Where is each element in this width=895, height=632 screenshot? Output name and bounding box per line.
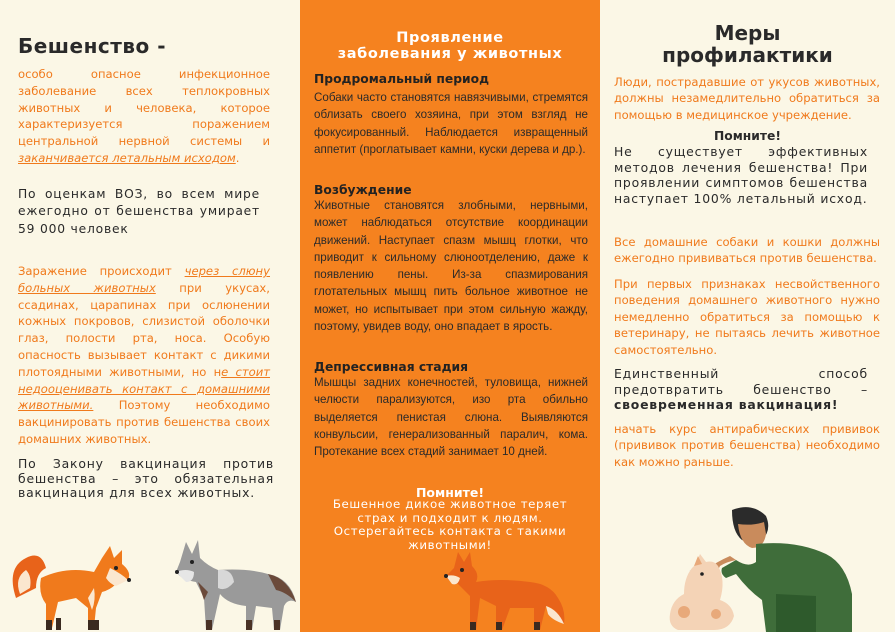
rabies-definition-text: особо опасное инфекционное заболевание всех теплокровных животных и человека, которое характеризуется поражением центральной нервной системы и <box>18 67 270 149</box>
wolf-illustration <box>168 522 300 632</box>
annual-vaccination-text: Все домашние собаки и кошки должны ежегодно прививаться против бешенства. <box>614 235 880 266</box>
symptoms-title-line1: Проявление <box>396 30 504 46</box>
vet-with-cat-illustration <box>656 504 856 632</box>
symptoms-title-line2: заболевания у животных <box>337 46 563 62</box>
rabies-definition-end: . <box>235 150 240 165</box>
depressive-text: Мышцы задних конечностей, туловища, нижней челюсти парализуются, изо рта обильно выделяется пенистая слюна. Выявляются конвульсии, генерализованный паралич, кома. Протекание всех стадий занимает 10 дней. <box>314 376 588 459</box>
who-statistic: По оценкам ВОЗ, во всем мире ежегодно от бешенства умирает 59 000 человек <box>18 187 260 236</box>
rabies-definition <box>18 66 270 167</box>
symptoms-title <box>300 30 600 62</box>
infection-text-c: при укусах, ссадинах, царапинах при ослюнении кожных покровов, слизистой оболочки глаз, полости рта, носа. Особую опасность вызывает контакт с дикими плотоядными животными, но н <box>18 280 270 379</box>
prodromal-text: Собаки часто становятся навязчивыми, стремятся облизать своего хозяина, при этом взгляд не фокусированный. Наблюдается извращенный аппетит (проглатывает камни, куски дерева и др.). <box>314 91 588 156</box>
only-prevention-emphasis: своевременная вакцинация! <box>614 397 839 412</box>
law-vaccination: По Закону вакцинация против бешенства – это обязательная вакцинация для всех животных. <box>18 456 274 500</box>
infection-emphasis-saliva: через слюну больных животных <box>18 264 270 295</box>
only-prevention-a: Единственный способ предотвратить бешенство – <box>614 366 868 397</box>
vet-consult-text: При первых признаках несвойственного поведения домашнего животного нужно немедленно обратиться за помощью к ветеринару, не пытаясь лечить животное самостоятельно. <box>614 277 880 357</box>
remember-heading-wild: Помните! <box>415 485 485 500</box>
prevention-title-line2: профилактики <box>662 43 833 67</box>
infection-paragraph <box>18 263 270 448</box>
only-prevention-text <box>614 366 868 413</box>
excitation-heading: Возбуждение <box>314 183 412 197</box>
excitation-text: Животные становятся злобными, нервными, может наблюдаться отсутствие координации движений. Наступает спазм мышц глотки, что приводит к сильному слюноотделению, даже к появлению пены. Из-за спазмирования глотательных мышц пить больное животное не может, но испытывает при этом сильную жажду, поэтому, увидев воду, оно впадает в ярость. <box>314 199 588 334</box>
prodromal-heading: Продромальный период <box>314 72 490 86</box>
infection-text-e: Поэтому необходимо вакцинировать против бешенства своих домашних животных. <box>18 398 270 446</box>
remember-text-treatment: Не существует эффективных методов лечения бешенства! При проявлении симптомов бешенства наступает 100% летальный исход. <box>614 144 868 206</box>
remember-text-wild: Бешенное дикое животное теряет страх и подходит к людям. Остерегайтесь контакта с такими животными! <box>332 497 568 552</box>
depressive-heading: Депрессивная стадия <box>314 360 469 374</box>
remember-heading-treatment: Помните! <box>714 129 781 143</box>
rabies-title: Бешенство - <box>18 34 167 58</box>
infection-text-a: Заражение происходит <box>18 264 185 278</box>
prevention-title <box>600 22 895 66</box>
rabies-definition-emphasis: заканчивается летальным исходом <box>18 150 236 165</box>
prevention-title-line1: Меры <box>714 21 781 45</box>
vaccine-course-text: начать курс антирабических прививок (прививок против бешенства) необходимо как можно раньше. <box>614 422 880 469</box>
fox-illustration <box>440 548 570 632</box>
infection-emphasis-domestic: е стоит недооценивать контакт с домашними животными. <box>18 364 270 413</box>
bite-victims-text: Люди, пострадавшие от укусов животных, должны незамедлительно обратиться за помощью в медицинское учреждение. <box>614 75 880 122</box>
fox-illustration <box>6 528 138 632</box>
